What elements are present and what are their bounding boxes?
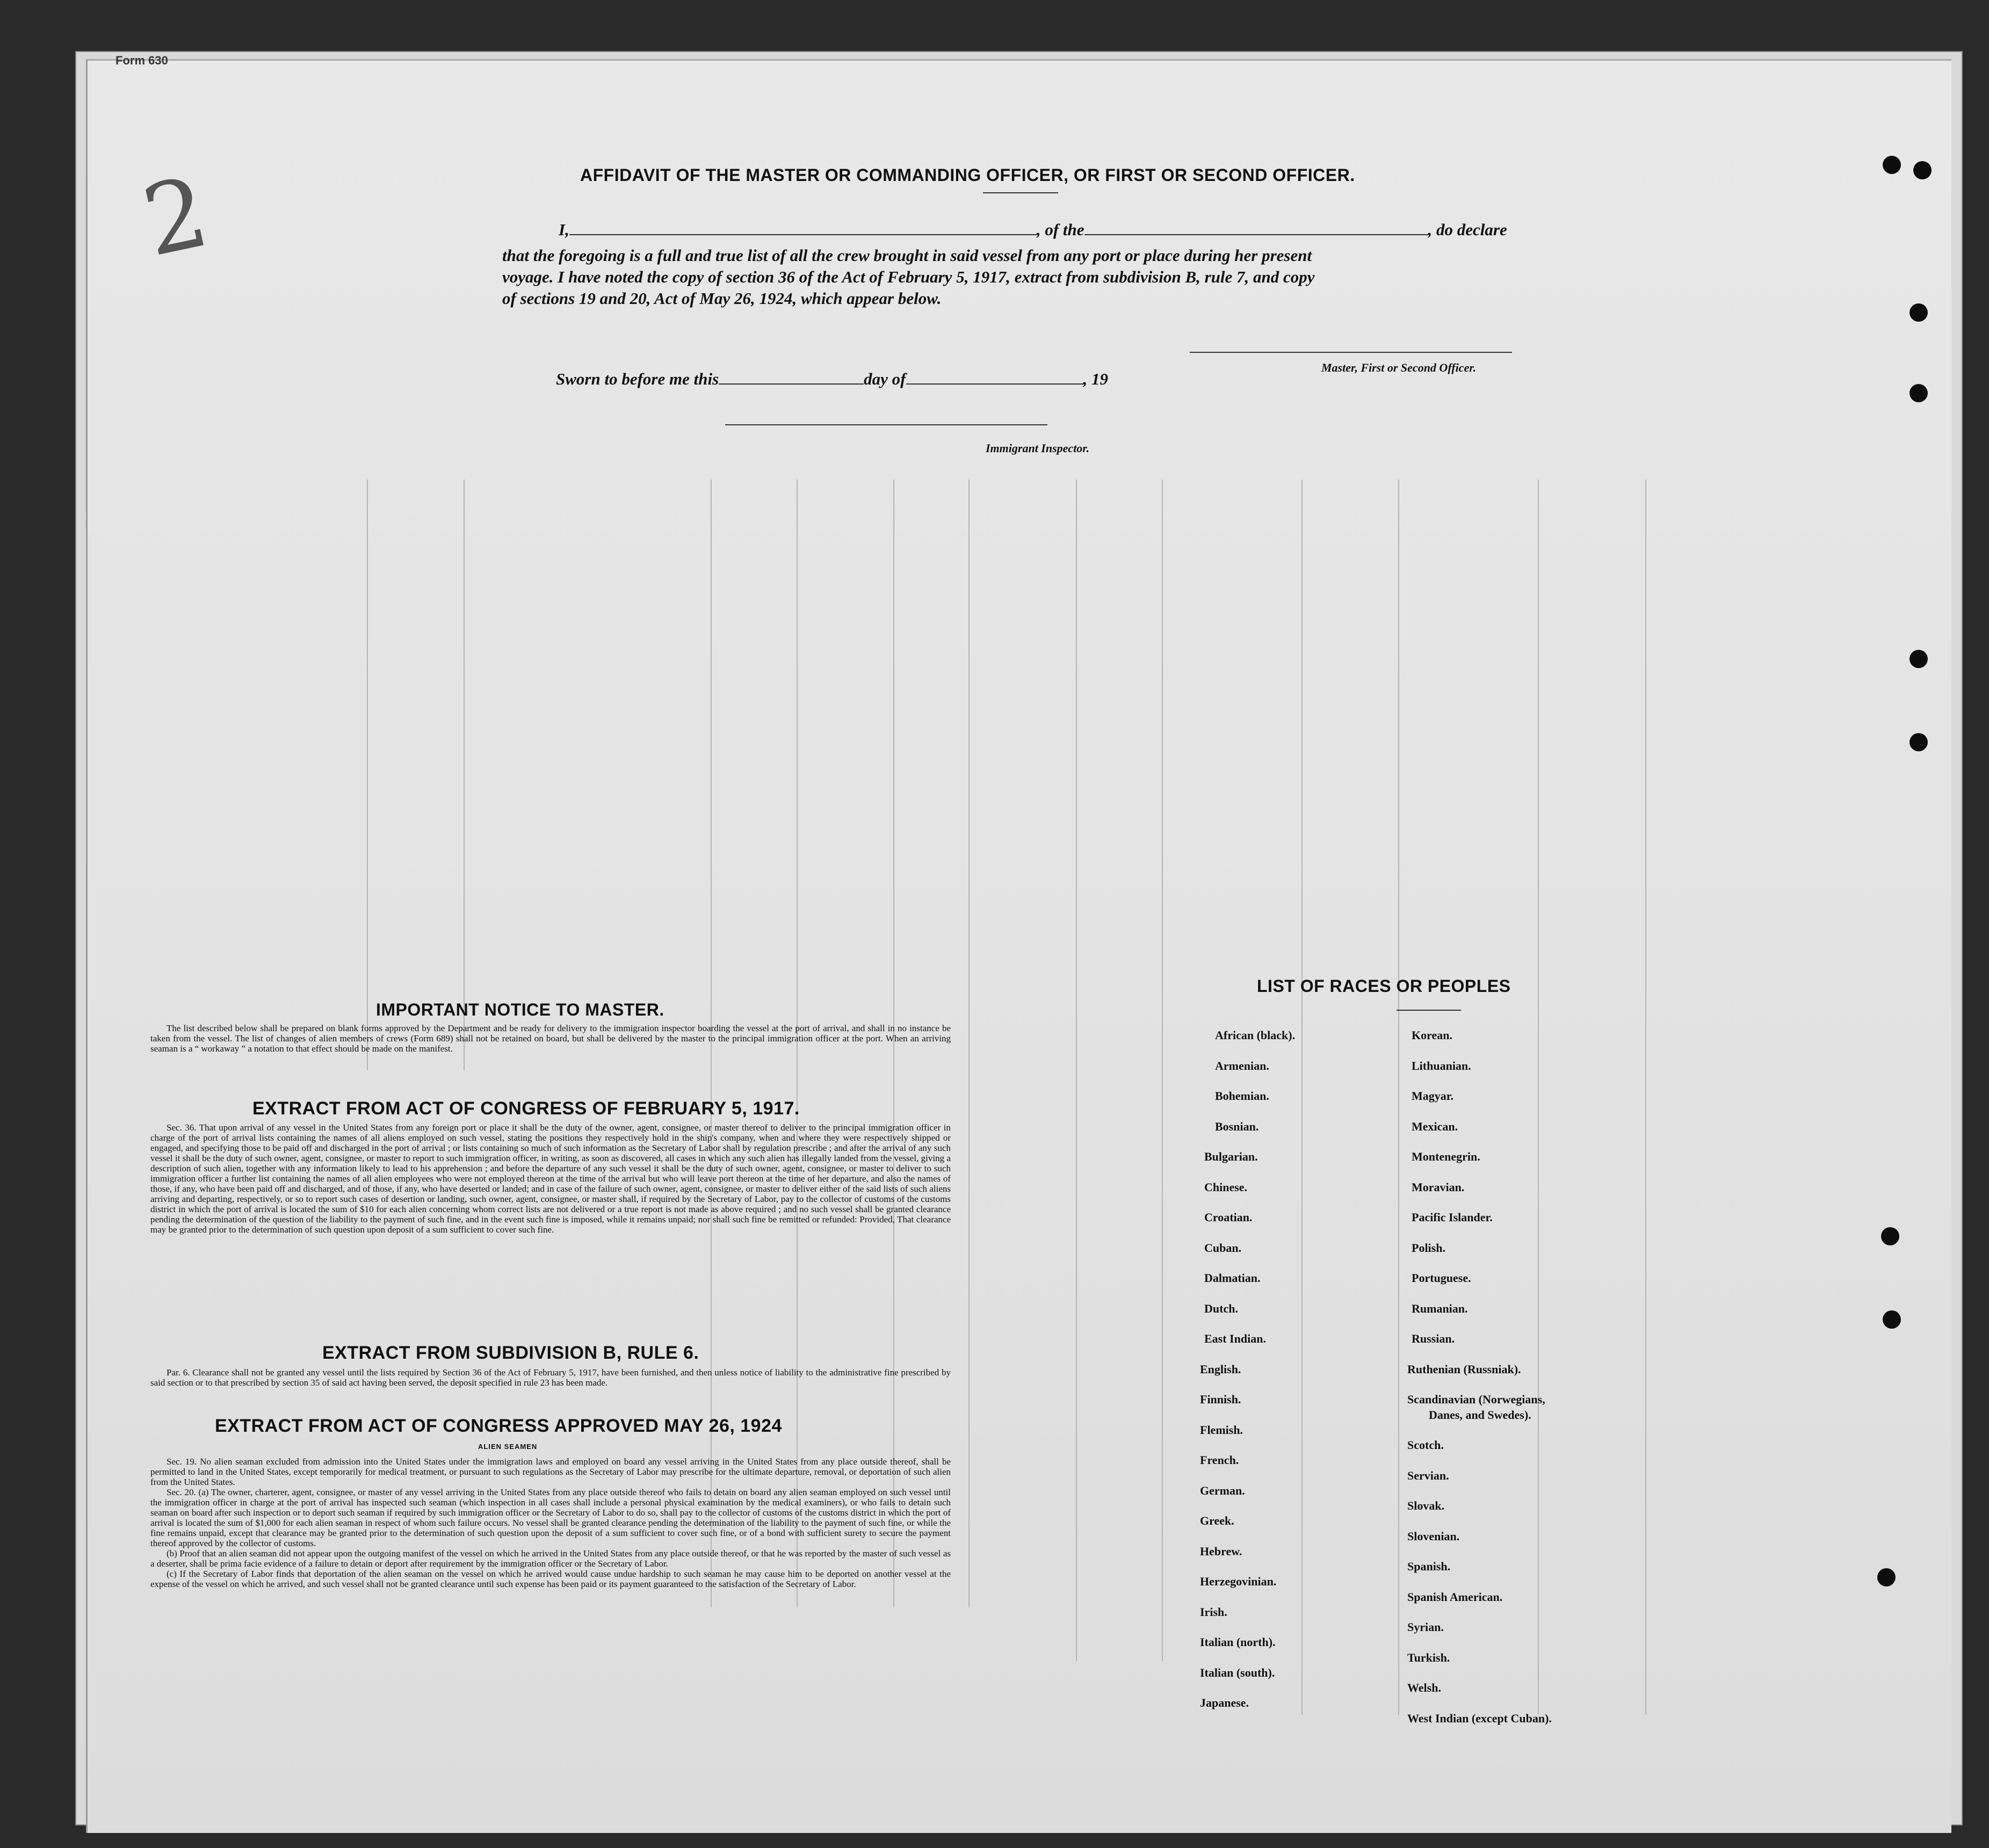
section-19: Sec. 19. No alien seaman excluded from admission into the United States under the immigration laws and employed on board any vessel arriving in the United States from any place outside thereof, shall be permitted to land in the United States, except temporarily for medical treatment, or pursuant to such regulations as the Secretary of Labor may prescribe for the ultimate departure, removal, or deportation of such alien from the United States. [150, 1456, 951, 1487]
do-declare-label: , do declare [1428, 220, 1507, 239]
race-item: Hebrew. [1200, 1544, 1242, 1558]
extract-1917-paragraph: Sec. 36. That upon arrival of any vessel in the United States from any foreign port or place it shall be the duty of the owner, agent, consignee, or master thereof to deliver to the principal immigration officer in charge of the port of arrival lists containing the names of all aliens employed on such vessel, stating the positions they respectively hold in the ship's company, when and where they were respectively shipped or engaged, and specifying those to be paid off and discharged in the port of arrival ; or lists containing so much of such information as the Secretary of Labor shall by regulation prescribe ; and after the arrival of any such vessel it shall be the duty of such owner, agent, consignee, or master to report to such immigration officer, in writing, as soon as discovered, all cases in which any such alien has illegally landed from the vessel, giving a description of such alien, together with any information likely to lead to his apprehension ; and before the departure of any such vessel it shall be the duty of such owner, agent, consignee, or master to deliver to such immigration officer a further list containing the names of all alien employees who were not employed thereon at the time of the arrival but who will leave port thereon at the time of her departure, and also the names of those, if any, who have been paid off and discharged, and of those, if any, who have deserted or landed; and in case of the failure of such owner, agent, consignee, or master to deliver either of the said lists of such aliens arriving and departing, respectively, or so to report such cases of desertion or landing, such owner, agent, consignee, or master shall, if required by the Secretary of Labor, pay to the collector of customs of the customs district in which the port of arrival is located the sum of $10 for each alien concerning whom correct lists are not delivered or a true report is not made as above required ; and no such vessel shall be granted clearance pending the determination of the question of the liability to the payment of such fine, and in the event such fine is imposed, while it remains unpaid; nor shall such fine be remitted or refunded: Provided, That clearance may be granted prior to the determination of such question upon deposit of a sum sufficient to cover such fine. [150, 1122, 951, 1235]
officer-signature-line[interactable] [1190, 352, 1512, 353]
race-item: Bosnian. [1215, 1119, 1259, 1133]
race-item: African (black). [1215, 1028, 1296, 1042]
inspector-label: Immigrant Inspector. [986, 441, 1090, 455]
notice-paragraph: The list described below shall be prepared on blank forms approved by the Department and be ready for delivery to the immigration inspector boarding the vessel at the port of arrival, and shall in no instance be taken from the vessel. The list of changes of alien members of crews (Form 689) shall not be retained on board, but shall be delivered by the master to the principal immigration officer at the port. When an arriving seaman is a “ workaway ” a notation to that effect should be made on the manifest. [150, 1023, 951, 1054]
race-item: Turkish. [1407, 1650, 1450, 1664]
race-item: Italian (north). [1200, 1635, 1276, 1649]
affidavit-line-1: that the foregoing is a full and true list of all the crew brought in said vessel from any port or place during her present [502, 246, 1312, 265]
officer-label: Master, First or Second Officer. [1321, 361, 1477, 374]
form-number: Form 630 [115, 54, 168, 67]
race-item: Irish. [1200, 1605, 1227, 1619]
race-item: Rumanian. [1412, 1301, 1468, 1315]
race-item: Russian. [1412, 1332, 1455, 1345]
race-item: Servian. [1407, 1468, 1449, 1482]
show-through-line [1162, 480, 1163, 1661]
race-item: East Indian. [1204, 1332, 1266, 1345]
sworn-line [556, 369, 1108, 389]
race-item: Chinese. [1204, 1180, 1248, 1194]
year-label: , 19 [1083, 369, 1108, 388]
affidavit-name-line [559, 220, 1507, 240]
race-item: Herzegovinian. [1200, 1575, 1277, 1588]
race-item: French. [1200, 1453, 1239, 1467]
of-the-label: , of the [1036, 220, 1084, 239]
affidavit-body [502, 245, 1560, 309]
affidavit-line-2: voyage. I have noted the copy of section 36 of the Act of February 5, 1917, extract from subdivision B, rule 7, and copy [502, 267, 1315, 286]
race-item: Montenegrin. [1412, 1150, 1480, 1163]
binder-hole [1910, 303, 1928, 322]
race-item: Slovenian. [1407, 1529, 1460, 1543]
binder-hole [1910, 733, 1928, 751]
show-through-line [367, 480, 368, 1070]
race-item: Magyar. [1412, 1089, 1454, 1103]
day-blank[interactable] [719, 371, 864, 385]
races-rule [1397, 1010, 1461, 1011]
inspector-signature-line[interactable] [725, 424, 1047, 425]
day-of-label: day of [864, 369, 906, 388]
extract-1917-text [150, 1122, 951, 1235]
subdivision-text [150, 1367, 951, 1388]
race-item: Croatian. [1204, 1211, 1253, 1224]
binder-hole [1913, 161, 1932, 179]
affidavit-title: AFFIDAVIT OF THE MASTER OR COMMANDING OFFICER, OR FIRST OR SECOND OFFICER. [580, 165, 1355, 185]
binder-hole [1910, 650, 1928, 668]
race-item: Slovak. [1407, 1499, 1445, 1512]
race-item: Spanish American. [1407, 1590, 1503, 1604]
race-item: Welsh. [1407, 1681, 1441, 1694]
section-20a: Sec. 20. (a) The owner, charterer, agent, consignee, or master of any vessel arriving in the United States from any place outside thereof who fails to detain on board any alien seaman employed on such vessel until the immigration officer in charge at the port of arrival has inspected such seaman (which inspection in all cases shall include a personal physical examination by the medical examiners), or who fails to detain such seaman on board after such inspection or to deport such seaman if required by such immigration officer or the Secretary of Labor to do so, shall pay to the collector of customs of the customs district in which the port of arrival is located the sum of $1,000 for each alien seaman in respect of whom such failure occurs. No vessel shall be granted clearance pending the determination of the liability to the payment of such fine, or while the fine remains unpaid, except that clearance may be granted prior to the determination of such question upon the deposit of a sum sufficient to cover such fine, or of a bond with sufficient surety to secure the payment thereof approved by the collector of customs. [150, 1487, 951, 1548]
race-item: Cuban. [1204, 1241, 1242, 1255]
race-item: Armenian. [1215, 1059, 1269, 1072]
show-through-line [1398, 480, 1399, 1715]
race-item: Bohemian. [1215, 1089, 1269, 1103]
show-through-line [1301, 480, 1303, 1715]
race-item: Finnish. [1200, 1393, 1241, 1406]
race-item: Lithuanian. [1412, 1059, 1471, 1072]
race-item: Bulgarian. [1204, 1150, 1258, 1163]
section-20c: (c) If the Secretary of Labor finds that deportation of the alien seaman on the vessel on which he arrived would cause undue hardship to such seaman he may cause him to be deported on another vessel at the expense of the vessel on which he arrived, and such vessel shall not be granted clearance until such expense has been paid or its payment guaranteed to the satisfaction of the Secretary of Labor. [150, 1569, 951, 1589]
subdivision-title: EXTRACT FROM SUBDIVISION B, RULE 6. [322, 1343, 699, 1363]
race-item: Moravian. [1412, 1180, 1465, 1194]
race-item: West Indian (except Cuban). [1407, 1711, 1552, 1725]
show-through-line [1645, 480, 1646, 1715]
binder-hole [1877, 1568, 1896, 1586]
vessel-blank[interactable] [1084, 221, 1428, 235]
month-blank[interactable] [906, 371, 1083, 385]
notice-title: IMPORTANT NOTICE TO MASTER. [376, 1000, 664, 1019]
subdivision-paragraph: Par. 6. Clearance shall not be granted any vessel until the lists required by Section 36 of the Act of February 5, 1917, have been furnished, and then unless notice of liability to the administrative fine prescribed by said section or to that prescribed by section 35 of said act having been served, the deposit specified in rule 23 has been made. [150, 1367, 951, 1388]
race-item: German. [1200, 1483, 1245, 1497]
race-item: Scotch. [1407, 1438, 1444, 1452]
sworn-label: Sworn to before me this [556, 369, 719, 388]
race-item: Dalmatian. [1204, 1271, 1261, 1285]
show-through-line [1538, 480, 1539, 1715]
title-rule [983, 192, 1058, 193]
race-item: Pacific Islander. [1412, 1211, 1493, 1224]
binder-hole [1883, 156, 1901, 174]
race-item: Scandinavian (Norwegians, [1407, 1393, 1545, 1406]
race-item: Portuguese. [1412, 1271, 1471, 1285]
race-item: Spanish. [1407, 1560, 1451, 1573]
race-item: Dutch. [1204, 1301, 1238, 1315]
race-item: Danes, and Swedes). [1429, 1408, 1531, 1422]
binder-hole [1881, 1227, 1899, 1245]
race-item: Greek. [1200, 1514, 1234, 1527]
i-label: I, [559, 220, 569, 239]
races-title: LIST OF RACES OR PEOPLES [1257, 976, 1511, 996]
section-20b: (b) Proof that an alien seaman did not appear upon the outgoing manifest of the vessel on which he arrived in the United States from any place outside thereof, or that he was reported by the master of such vessel as a deserter, shall be prima facie evidence of a failure to detain or deport after requirement by the immigration officer or the Secretary of Labor. [150, 1548, 951, 1569]
show-through-line [1076, 480, 1077, 1661]
race-item: Korean. [1412, 1028, 1452, 1042]
extract-1917-title: EXTRACT FROM ACT OF CONGRESS OF FEBRUARY 5, 1917. [252, 1098, 800, 1119]
notice-text [150, 1023, 951, 1054]
race-item: Flemish. [1200, 1423, 1243, 1437]
extract-1924-text [150, 1456, 951, 1589]
handwritten-mark: 2 [134, 156, 218, 279]
affidavit-line-3: of sections 19 and 20, Act of May 26, 1924, which appear below. [502, 289, 942, 308]
race-item: Polish. [1412, 1241, 1445, 1255]
binder-hole [1910, 384, 1928, 402]
race-item: Syrian. [1407, 1620, 1444, 1634]
extract-1924-title: EXTRACT FROM ACT OF CONGRESS APPROVED MAY 26, 1924 [215, 1416, 782, 1436]
show-through-line [464, 480, 465, 1070]
race-item: Ruthenian (Russniak). [1407, 1362, 1521, 1376]
race-item: Mexican. [1412, 1119, 1458, 1133]
race-item: Japanese. [1200, 1696, 1249, 1709]
name-blank[interactable] [569, 221, 1037, 235]
extract-1924-subtitle: ALIEN SEAMEN [478, 1443, 538, 1451]
race-item: English. [1200, 1362, 1241, 1376]
binder-hole [1883, 1310, 1901, 1329]
race-item: Italian (south). [1200, 1665, 1275, 1679]
show-through-line [968, 480, 970, 1607]
